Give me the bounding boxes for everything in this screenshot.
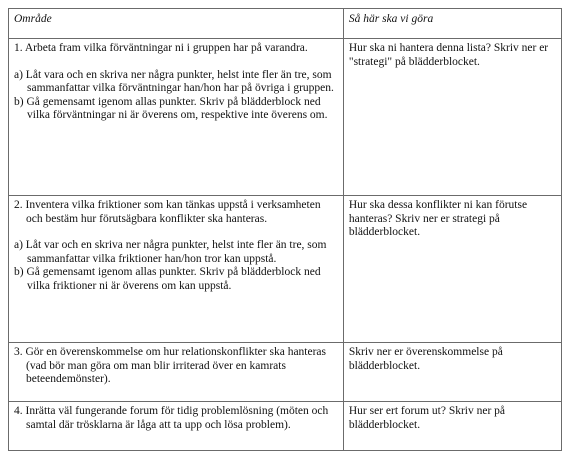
header-how: Så här ska vi göra: [343, 9, 561, 39]
assignment-table: [8, 8, 562, 451]
row-1-title: 1. Arbeta fram vilka förväntningar ni i gruppen har på varandra.: [14, 42, 308, 54]
table-row: [9, 402, 562, 451]
row-2-step-b: b) Gå gemensamt igenom allas punkter. Skriv på blädderblock ned vilka friktioner ni är överens om kan uppstå.: [14, 266, 321, 292]
row-2-how-cell: [343, 196, 561, 343]
row-2-title: 2. Inventera vilka friktioner som kan tänkas uppstå i verksamheten och bestäm hur förutsägbara konflikter ska hanteras.: [14, 199, 321, 225]
row-4-title: 4. Inrätta väl fungerande forum för tidig problemlösning (möten och samtal där trösklarna är låga att ta upp och lösa problem).: [14, 405, 329, 431]
row-2-how-text: Hur ska dessa konflikter ni kan förutse hanteras? Skriv ner er strategi på blädderblocket.: [348, 199, 528, 238]
row-1-how-cell: [343, 39, 561, 196]
row-1-step-a: a) Låt vara och en skriva ner några punkter, helst inte fler än tre, som sammanfattar vilka förväntningar han/hon har på övriga i gruppen.: [14, 68, 334, 94]
row-4-how-text: Hur ser ert forum ut? Skriv ner på blädderblocket.: [348, 405, 506, 431]
table-row: [9, 39, 562, 196]
table-header-row: [9, 9, 562, 39]
row-3-how-cell: [343, 343, 561, 402]
table-row: [9, 343, 562, 402]
table-row: [9, 196, 562, 343]
row-2-area-cell: [9, 196, 344, 343]
row-1-how-text: Hur ska ni hantera denna lista? Skriv ner er "strategi" på blädderblocket.: [348, 42, 549, 68]
row-1-area-cell: [9, 39, 344, 196]
row-3-title: 3. Gör en överenskommelse om hur relationskonflikter ska hanteras (vad bör man göra om man blir irriterad över en kamrats beteendemönster).: [14, 346, 327, 385]
row-1-step-b: b) Gå gemensamt igenom allas punkter. Skriv på blädderblock ned vilka förväntningar ni är överens om, respektive inte överens om.: [14, 95, 328, 121]
header-area: Område: [9, 9, 344, 39]
row-3-how-text: Skriv ner er överenskommelse på blädderblocket.: [348, 346, 503, 372]
row-3-area-cell: [9, 343, 344, 402]
row-4-area-cell: [9, 402, 344, 451]
row-4-how-cell: [343, 402, 561, 451]
row-2-step-a: a) Låt var och en skriva ner några punkter, helst inte fler än tre, som sammanfattar vilka friktioner han/hon tror kan uppstå.: [14, 239, 327, 265]
